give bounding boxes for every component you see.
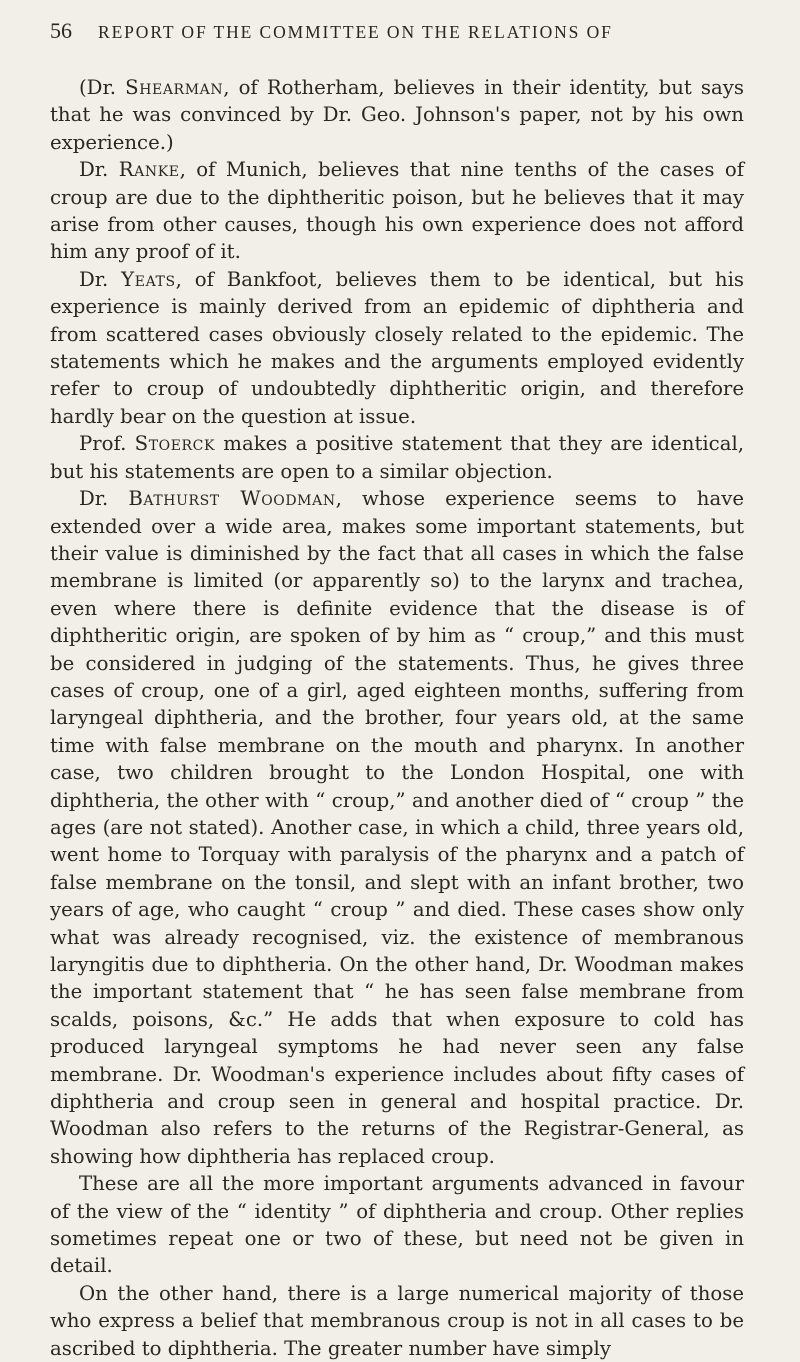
paragraph-stoerck (50, 430, 744, 485)
paragraph-summary (50, 1170, 744, 1280)
paragraph-title: Dr. (79, 487, 109, 511)
paragraph-text: makes a positive statement that they are identical, but his statements are open to a similar objection. (50, 432, 744, 483)
page-number: 56 (50, 18, 72, 43)
paragraph-shearman (50, 74, 744, 156)
person-name: Ranke (118, 158, 180, 182)
person-name: Yeats (121, 267, 176, 291)
paragraph-woodman (50, 485, 744, 1170)
paragraph-title: (Dr. (79, 76, 116, 99)
paragraph-title: Dr. (79, 267, 109, 291)
paragraph-text: , of Bankfoot, believes them to be identical, but his experience is mainly derived from an epidemic of diphtheria and from scattered cases obviously closely related to the epidemic. The statements which he makes and the arguments employed evidently refer to croup of undoubtedly diphtheritic origin, and therefore hardly bear on the question at issue. (50, 267, 745, 428)
paragraph-text: , of Rotherham, believes in their identity, but says that he was convinced by Dr. Geo. Johnson's paper, not by his own experience.) (50, 76, 744, 154)
paragraph-yeats (50, 266, 744, 430)
paragraph-text: , of Munich, believes that nine tenths of the cases of croup are due to the diphtheritic poison, but he believes that it may arise from other causes, though his own experience does not afford him any proof of it. (50, 158, 744, 264)
paragraph-ranke (50, 156, 744, 266)
running-header (50, 18, 744, 62)
body-text (50, 74, 744, 1362)
person-name: Bathurst Woodman (128, 487, 336, 511)
paragraph-title: Dr. (79, 158, 109, 182)
running-title: REPORT OF THE COMMITTEE ON THE RELATIONS OF (98, 22, 613, 42)
paragraph-text: , whose experience seems to have extended over a wide area, makes some important statements, but their value is diminished by the fact that all cases in which the false membrane is limited (or apparently so) to the larynx and trachea, even where there is definite evidence that the disease is of diphtheritic origin, are spoken of by him as “ croup,” and this must be considered in judging of the statements. Thus, he gives three cases of croup, one of a girl, aged eighteen months, suffering from laryngeal diphtheria, and the brother, four years old, at the same time with false membrane on the mouth and pharynx. In another case, two children brought to the London Hospital, one with diphtheria, the other with “ croup,” and another died of “ croup ” the ages (are not stated). Another case, in which a child, three years old, went home to Torquay with paralysis of the pharynx and a patch of false membrane on the tonsil, and slept with an infant brother, two years of age, who caught “ croup ” and died. These cases show only what was already recognised, viz. the existence of membranous laryngitis due to diphtheria. On the other hand, Dr. Woodman makes the important statement that “ he has seen false membrane from scalds, poisons, &c.” He adds that when exposure to cold has produced laryngeal symptoms he had never seen any false membrane. Dr. Woodman's experience includes about fifty cases of diphtheria and croup seen in general and hospital practice. Dr. Woodman also refers to the returns of the Registrar-General, as showing how diphtheria has replaced croup. (50, 487, 744, 1168)
paragraph-title: Prof. (79, 432, 127, 456)
person-name: Stoerck (134, 432, 216, 456)
paragraph-text: On the other hand, there is a large numerical majority of those who express a belief that membranous croup is not in all cases to be ascribed to diphtheria. The greater number have simply (50, 1281, 744, 1360)
person-name: Shearman (125, 76, 224, 99)
paragraph-text: These are all the more important arguments advanced in favour of the view of the “ identity ” of diphtheria and croup. Other replies sometimes repeat one or two of these, but need not be given in detail. (50, 1172, 744, 1278)
paragraph-majority (50, 1280, 744, 1362)
